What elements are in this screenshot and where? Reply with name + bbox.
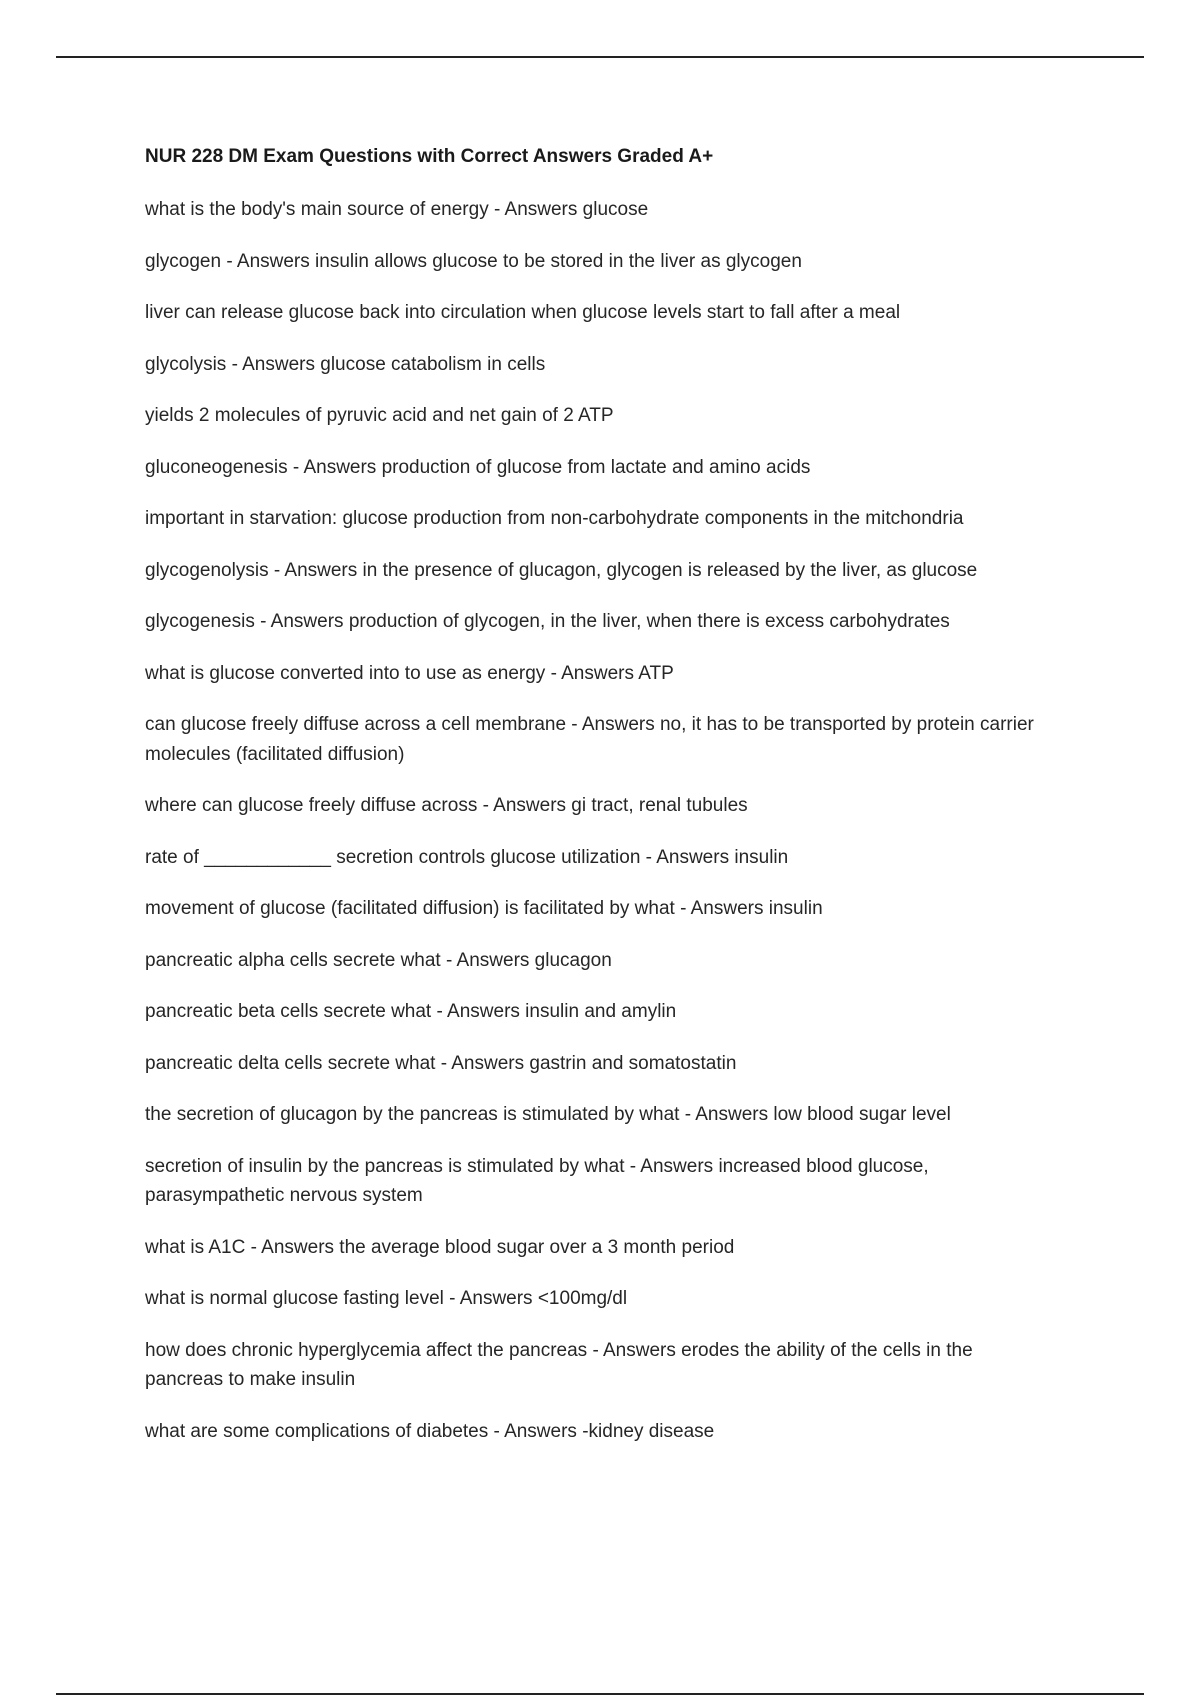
qa-item: glycogenesis - Answers production of glycogen, in the liver, when there is excess carbohydrates [145, 611, 950, 632]
qa-item: where can glucose freely diffuse across - Answers gi tract, renal tubules [145, 795, 748, 816]
qa-item: what is glucose converted into to use as energy - Answers ATP [145, 662, 674, 684]
qa-item: important in starvation: glucose production from non-carbohydrate components in the mitchondria [145, 508, 964, 529]
qa-item: liver can release glucose back into circulation when glucose levels start to fall after a meal [145, 302, 901, 323]
bottom-divider [56, 1693, 1144, 1695]
qa-item: gluconeogenesis - Answers production of glucose from lactate and amino acids [145, 456, 811, 478]
document-body [145, 143, 1055, 1468]
qa-item: what are some complications of diabetes - Answers -kidney disease [145, 1420, 715, 1442]
qa-item: what is normal glucose fasting level - Answers <100mg/dl [145, 1288, 628, 1309]
qa-item: movement of glucose (facilitated diffusion) is facilitated by what - Answers insulin [145, 898, 823, 919]
qa-item: rate of ____________ secretion controls glucose utilization - Answers insulin [145, 846, 789, 868]
qa-item: pancreatic delta cells secrete what - Answers gastrin and somatostatin [145, 1052, 737, 1074]
qa-item: pancreatic beta cells secrete what - Answers insulin and amylin [145, 1001, 677, 1022]
qa-item: the secretion of glucagon by the pancreas is stimulated by what - Answers low blood sugar level [145, 1104, 951, 1125]
document-title: NUR 228 DM Exam Questions with Correct Answers Graded A+ [145, 146, 714, 167]
qa-item: yields 2 molecules of pyruvic acid and net gain of 2 ATP [145, 405, 614, 426]
qa-item: what is the body's main source of energy - Answers glucose [145, 199, 649, 220]
top-divider [56, 56, 1144, 58]
qa-item: glycogenolysis - Answers in the presence of glucagon, glycogen is released by the liver, as glucose [145, 559, 978, 581]
qa-item: how does chronic hyperglycemia affect the pancreas - Answers erodes the ability of the cells in the pancreas to make insulin [145, 1339, 978, 1390]
qa-item: what is A1C - Answers the average blood sugar over a 3 month period [145, 1236, 735, 1258]
qa-item: glycolysis - Answers glucose catabolism in cells [145, 353, 546, 375]
qa-item: glycogen - Answers insulin allows glucose to be stored in the liver as glycogen [145, 250, 802, 272]
qa-item: secretion of insulin by the pancreas is stimulated by what - Answers increased blood glucose, parasympathetic nervous system [145, 1155, 934, 1206]
qa-item: pancreatic alpha cells secrete what - Answers glucagon [145, 949, 612, 971]
qa-item: can glucose freely diffuse across a cell membrane - Answers no, it has to be transported by protein carrier molecules (facilitated diffusion) [145, 714, 1040, 765]
